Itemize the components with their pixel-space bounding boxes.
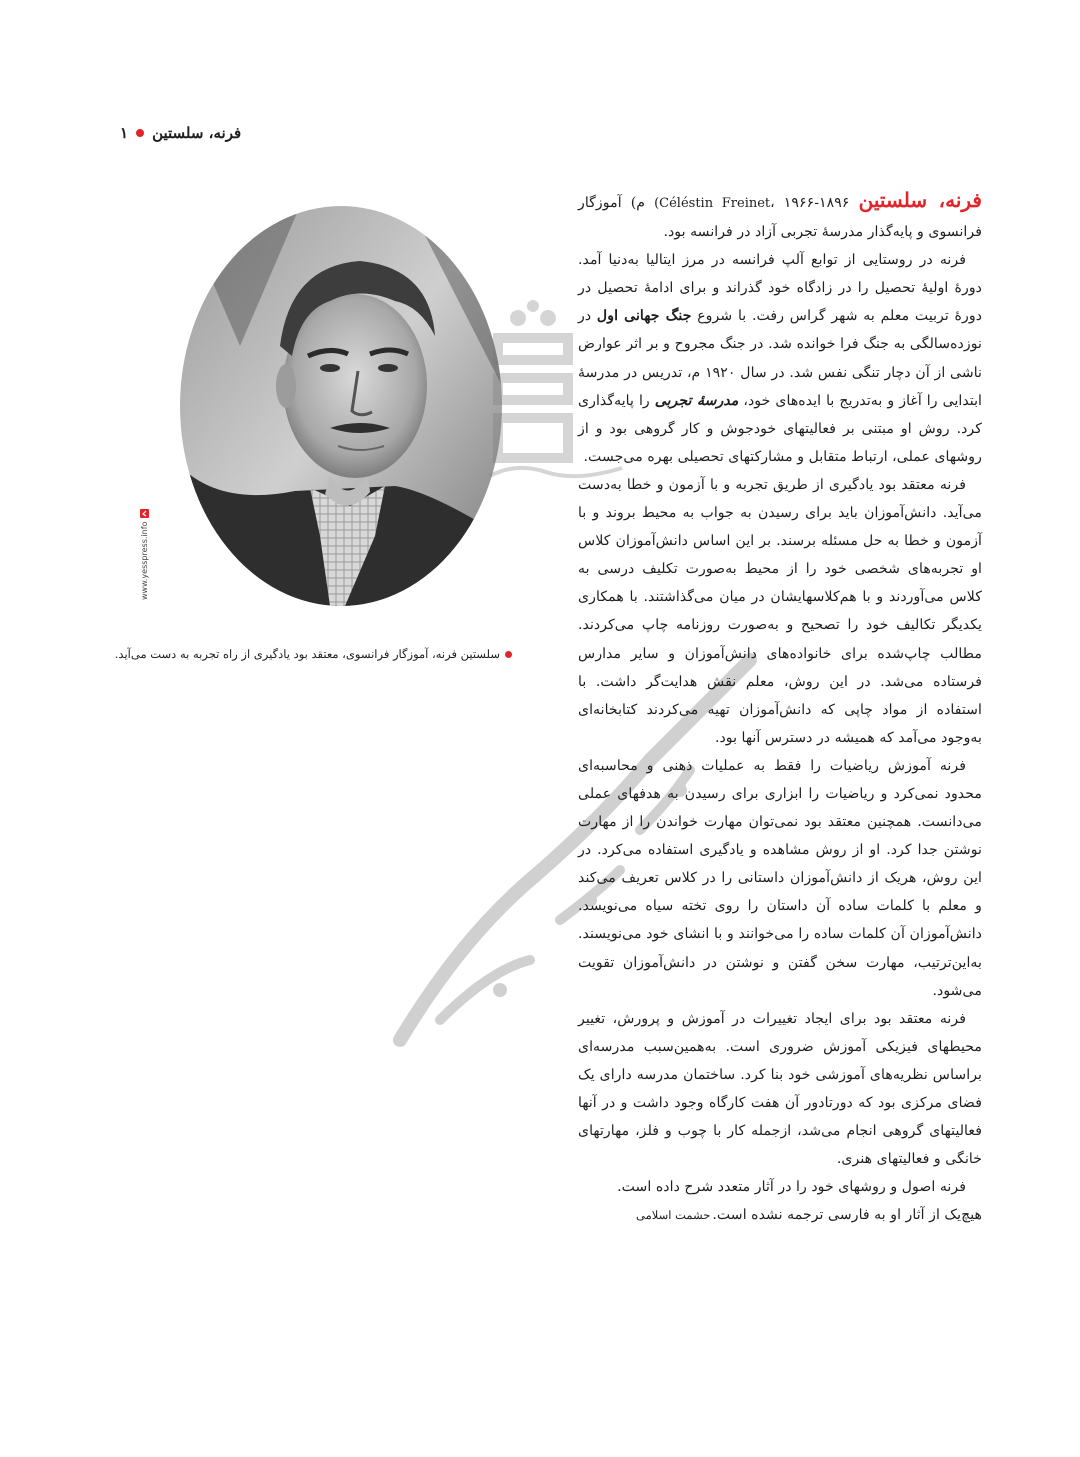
photo-caption [114,645,512,663]
author-signature: حشمت اسلامی [636,1208,711,1223]
side-url [140,509,149,600]
paragraph-2-text-b: در نوزده‌سالگی به جنگ فرا خوانده شد. در جنگ مجروح و بر اثر عوارض ناشی از آن دچار تنگی نفس شد. در سال ۱۹۲۰ م، تدریس در مدرسهٔ ابتدایی را آغاز و به‌تدریج با ایده‌های خود، [578,308,982,409]
paragraph-2-italic-term: مدرسهٔ تجربی [654,392,739,409]
article-headword: فرنه، سلستین [858,188,982,212]
article-paragraph-4: فرنه آموزش ریاضیات را فقط به عملیات ذهنی و محاسبه‌ای محدود نمی‌کرد و ریاضیات را ابزاری برای رسیدن به هدفهای عملی می‌دانست. همچنین معتقد بود نمی‌توان مهارت خواندن را از مهارت نوشتن جدا کرد. او از روش مشاهده و یادگیری استفاده می‌کرد. در این روش، هریک از دانش‌آموزان داستانی را در کلاس تعریف می‌کند و معلم با کلمات ساده آن داستان را روی تخته سیاه می‌نویسد. دانش‌آموزان آن کلمات ساده را می‌خوانند و با انشای خود می‌نویسند. به‌این‌ترتیب، مهارت سخن گفتن و نوشتن در دانش‌آموزان تقویت می‌شود. [578,757,982,999]
portrait-image [180,206,502,606]
caption-text: سلستین فرنه، آموزگار فرانسوی، معتقد بود یادگیری از راه تجربه به دست می‌آید. [114,647,500,661]
caption-bullet [505,651,512,658]
header-dot [136,129,144,137]
article-paragraph-2 [578,246,982,471]
running-header [120,124,241,142]
publisher-url: www.yesspress.info [140,521,149,600]
paragraph-6-line-2: هیچ‌یک از آثار او به فارسی ترجمه نشده است. [712,1207,982,1224]
header-title: فرنه، سلستین [152,124,242,142]
page-number: ۱ [120,124,129,142]
article-paragraph-5: فرنه معتقد بود برای ایجاد تغییرات در آموزش و پرورش، تغییر محیطهای فیزیکی آموزش ضروری است. به‌همین‌سبب مدرسه‌ای براساس نظریه‌های آموزشی خود بنا کرد. ساختمان مدرسه دارای یک فضای مرکزی بود که دورتادور آن هفت کارگاه وجود داشت و در آنها فعالیتهای گروهی انجام می‌شد، ازجمله کار با چوب و فلز، مهارتهای خانگی و فعالیتهای هنری. [578,1010,982,1168]
paragraph-6-line-1: فرنه اصول و روشهای خود را در آثار متعدد شرح داده است. [617,1179,966,1196]
article-intro [578,186,982,246]
closing-line [578,1201,982,1229]
paragraph-2-text-a: فرنه در روستایی از توابع آلپ فرانسه در مرز ایتالیا به‌دنیا آمد. دورهٔ اولیهٔ تحصیل را در زادگاه خود گذراند و برای ادامهٔ تحصیل در دورهٔ تربیت معلم به شهر گراس رفت. با شروع [578,252,983,325]
article-paragraph-6 [578,1173,982,1201]
article-latin-name: (Céléstin Freinet [654,196,771,211]
paragraph-2-text-c: را پایه‌گذاری کرد. روش او مبتنی بر فعالیتهای خودجوش و کار گروهی بود و از روشهای عملی، ارتباط متقابل و مشارکتهای تحصیلی بهره می‌جست. [578,392,982,465]
paragraph-2-bold-term: جنگ جهانی اول [596,308,692,325]
portrait-photo [180,206,502,606]
article-paragraph-3: فرنه معتقد بود یادگیری از طریق تجربه و با آزمون و خطا به‌دست می‌آید. دانش‌آموزان باید برای رسیدن به جواب به محیط بروند و با آزمون و خطا به حل مسئله برسند. بر این اساس دانش‌آموزان کلاس او تجربه‌های شخصی خود را از محیط به‌صورت تکلیف درسی به کلاس می‌آوردند و با هم‌کلاسهایشان در میان می‌گذاشتند. با همکاری یکدیگر تکالیف خود را تصحیح و به‌صورت روزنامه چاپ می‌کردند. مطالب چاپ‌شده برای خانواده‌های دانش‌آموزان و سایر مدارس فرستاده می‌شد. در این روش، معلم نقش هدایت‌گر داشت. با استفاده از مواد چاپی که دانش‌آموزان تهیه می‌کردند کتابخانه‌ای به‌وجود می‌آمد که همیشه در دسترس آنها بود. [578,476,982,746]
article-intro-text: ، ۱۹۶۶-۱۸۹۶ م) آموزگار فرانسوی و پایه‌گذار مدرسهٔ تجربی آزاد در فرانسه بود. [578,195,982,241]
encyclopedia-article [578,186,982,1229]
publisher-logo-icon [140,509,149,518]
